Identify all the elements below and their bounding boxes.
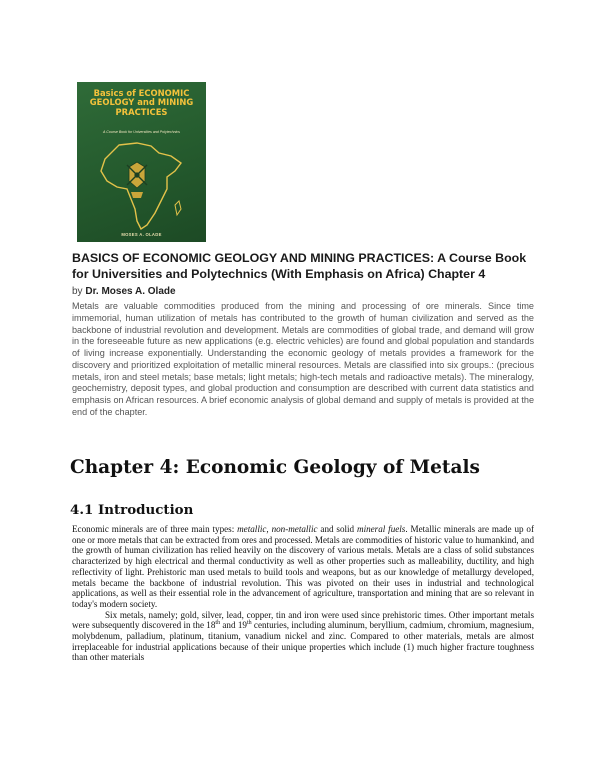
superscript: th	[246, 620, 252, 627]
text-run: and solid	[317, 524, 357, 534]
africa-map-emblem-icon	[97, 139, 187, 234]
term-mineral-fuels: mineral fuels	[357, 524, 406, 534]
section-title: 4.1 Introduction	[70, 502, 194, 518]
cover-title: Basics of ECONOMIC GEOLOGY and MINING PRACTICES	[89, 88, 194, 117]
paragraph-2	[72, 610, 534, 664]
cover-subtitle: A Course Book for Universities and Polytechnics	[103, 130, 180, 134]
text-run: Economic minerals are of three main types:	[72, 524, 238, 534]
text-run: centuries, including aluminum, beryllium, cadmium, chromium, magnesium, molybdenum, palladium, platinum, titanium, vanadium nickel and zinc. Compared to other materials, metals are almost irreplaceable for industrial applications because of their unique properties which include (1) much higher fracture toughness than other materials	[72, 620, 535, 663]
term-non-metallic: non-metallic	[271, 524, 318, 534]
chapter-title: Chapter 4: Economic Geology of Metals	[70, 457, 480, 478]
byline-prefix: by	[72, 286, 83, 297]
abstract: Metals are valuable commodities produced from the mining and processing of ore minerals. Since time immemorial, human utilization of metals has contributed to the growth of human civilization and served as the backbone of industrial revolution and development. Metals are commodities of global trade, and demand will grow in the foreseeable future as new applications (e.g. electric vehicles) are found and global population and standards of living increase exponentially. Understanding the economic geology of metals provides a framework for the discovery and prioritized exploitation of metallic mineral resources. Metals are classified into six groups.: (precious metals, iron and steel metals; base metals; light metals; high-tech metals and radioactive metals). The mineralogy, geochemistry, deposit types, and global production and consumption are described with current data statistics and emphasis on African resources. A brief economic analysis of global demand and supply of metals is provided at the end of the chapter.	[72, 301, 534, 417]
text-run: . Metallic minerals are made up of one or more metals that can be extracted from ores and processed. Metals are commodities of historic value to humankind, and the growth of human civilization has relied heavily on the discovery of various metals. Metals are a class of solid substances characterized by high electrical and thermal conductivity as well as other properties such as malleability, ductility, and high reflectivity of light. Prehistoric man used metals to build tools and weapons, but as our knowledge of metallurgy developed, metals became the backbone of industrial revolution. This was pivoted on their uses in industrial and technological applications, as well as their essential role in the advancement of agriculture, transportation and mining that are so relevant in today's modern society.	[72, 524, 534, 609]
superscript: th	[215, 620, 221, 627]
term-metallic: metallic	[237, 524, 267, 534]
body-text	[72, 524, 534, 663]
text-run: Six metals, namely; gold, silver, lead, copper, tin and iron were used since prehistoric times. Other important metals were subsequently discovered in the 18	[72, 609, 534, 631]
cover-author: MOSES A. OLADE	[121, 232, 162, 237]
text-run: and 19	[220, 620, 247, 631]
paragraph-1	[72, 524, 534, 610]
text-run: ,	[266, 524, 272, 534]
author-link[interactable]: Dr. Moses A. Olade	[85, 286, 176, 297]
byline	[72, 286, 176, 297]
book-cover	[77, 82, 206, 242]
document-title: BASICS OF ECONOMIC GEOLOGY AND MINING PRACTICES: A Course Book for Universities and Polytechnics (With Emphasis on Africa) Chapter 4	[72, 251, 527, 281]
